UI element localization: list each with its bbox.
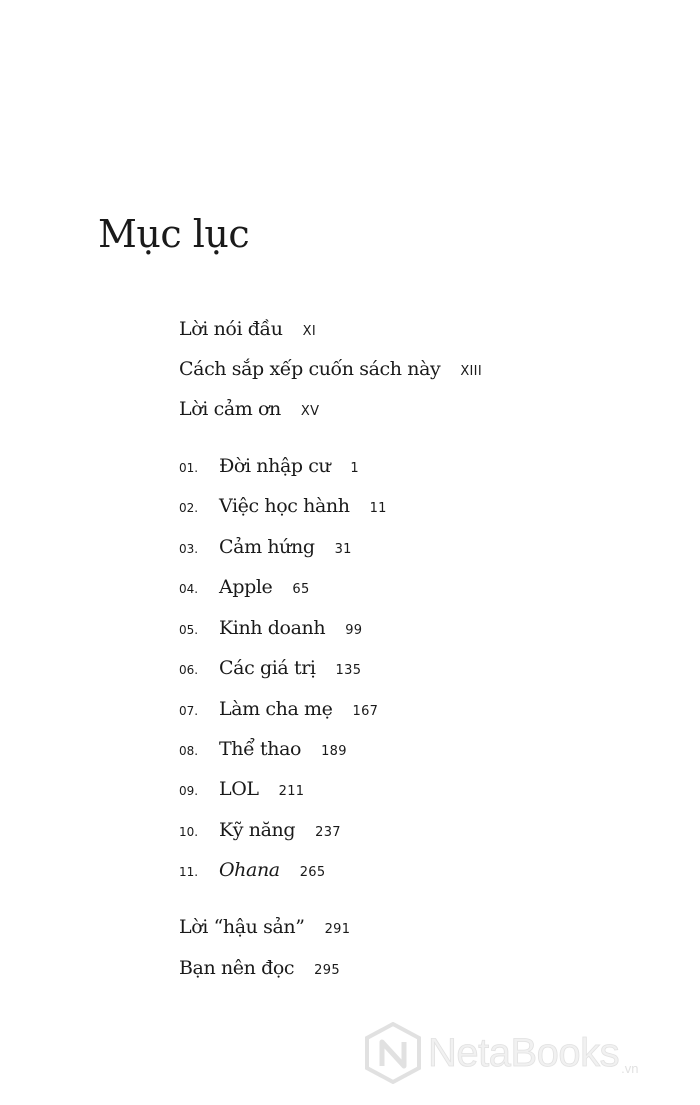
toc-entry-title: Bạn nên đọc <box>179 957 295 979</box>
chapter-title: Làm cha mẹ <box>219 698 333 720</box>
chapter-page: 99 <box>345 623 363 638</box>
toc-entry-page: XIII <box>460 364 482 379</box>
toc-entry-afterword <box>179 916 350 938</box>
toc-chapter-05 <box>179 617 362 639</box>
toc-chapter-01 <box>179 455 359 477</box>
toc-entry-how-organized <box>179 358 482 380</box>
toc-chapter-08 <box>179 738 347 760</box>
chapter-title: Ohana <box>219 859 280 881</box>
chapter-number: 09. <box>179 784 199 798</box>
toc-chapter-09 <box>179 778 304 800</box>
chapter-title: Các giá trị <box>219 657 316 679</box>
watermark-text: NetaBooks <box>428 1030 620 1075</box>
chapter-title: LOL <box>219 778 259 800</box>
toc-entry-acknowledgements <box>179 398 319 420</box>
toc-entry-title: Lời “hậu sản” <box>179 916 305 938</box>
chapter-title: Đời nhập cư <box>219 455 331 477</box>
page-title: Mục lục <box>98 212 250 256</box>
chapter-page: 265 <box>299 865 326 880</box>
chapter-title: Việc học hành <box>219 495 350 517</box>
toc-entry-title: Lời cảm ơn <box>179 398 281 420</box>
watermark <box>364 1022 639 1084</box>
chapter-number: 07. <box>179 704 199 718</box>
toc-chapter-11 <box>179 859 325 881</box>
chapter-number: 10. <box>179 825 199 839</box>
toc-entry-recommended-reading <box>179 957 340 979</box>
toc-chapter-06 <box>179 657 361 679</box>
toc-entry-page: XI <box>302 324 316 339</box>
chapter-number: 11. <box>179 865 199 879</box>
toc-chapter-10 <box>179 819 341 841</box>
chapter-page: 237 <box>315 825 341 840</box>
toc-entry-title: Cách sắp xếp cuốn sách này <box>179 358 441 380</box>
toc-entry-page: 295 <box>314 963 340 978</box>
chapter-page: 11 <box>369 501 387 516</box>
toc-chapter-03 <box>179 536 352 558</box>
chapter-page: 135 <box>335 663 362 678</box>
chapter-number: 01. <box>179 461 199 475</box>
chapter-number: 08. <box>179 744 199 758</box>
chapter-number: 05. <box>179 623 199 637</box>
chapter-page: 65 <box>292 582 310 597</box>
chapter-number: 06. <box>179 663 199 677</box>
toc-chapter-04 <box>179 576 310 598</box>
chapter-title: Kinh doanh <box>219 617 326 639</box>
toc-entry-page: 291 <box>324 922 351 937</box>
toc-chapter-07 <box>179 698 378 720</box>
chapter-title: Thể thao <box>219 738 302 760</box>
chapter-title: Apple <box>219 576 273 598</box>
chapter-page: 211 <box>278 784 305 799</box>
netabooks-logo-icon <box>364 1022 422 1084</box>
chapter-page: 167 <box>352 704 379 719</box>
chapter-number: 02. <box>179 501 199 515</box>
chapter-page: 31 <box>334 542 352 557</box>
chapter-number: 03. <box>179 542 199 556</box>
toc-entry-title: Lời nói đầu <box>179 318 283 340</box>
chapter-page: 189 <box>321 744 347 759</box>
toc-entry-preface <box>179 318 316 340</box>
watermark-suffix: .vn <box>621 1061 639 1076</box>
toc-chapter-02 <box>179 495 387 517</box>
chapter-page: 1 <box>350 461 359 476</box>
toc-entry-page: XV <box>300 404 320 419</box>
chapter-title: Cảm hứng <box>219 536 315 558</box>
chapter-number: 04. <box>179 582 199 596</box>
chapter-title: Kỹ năng <box>219 819 296 841</box>
